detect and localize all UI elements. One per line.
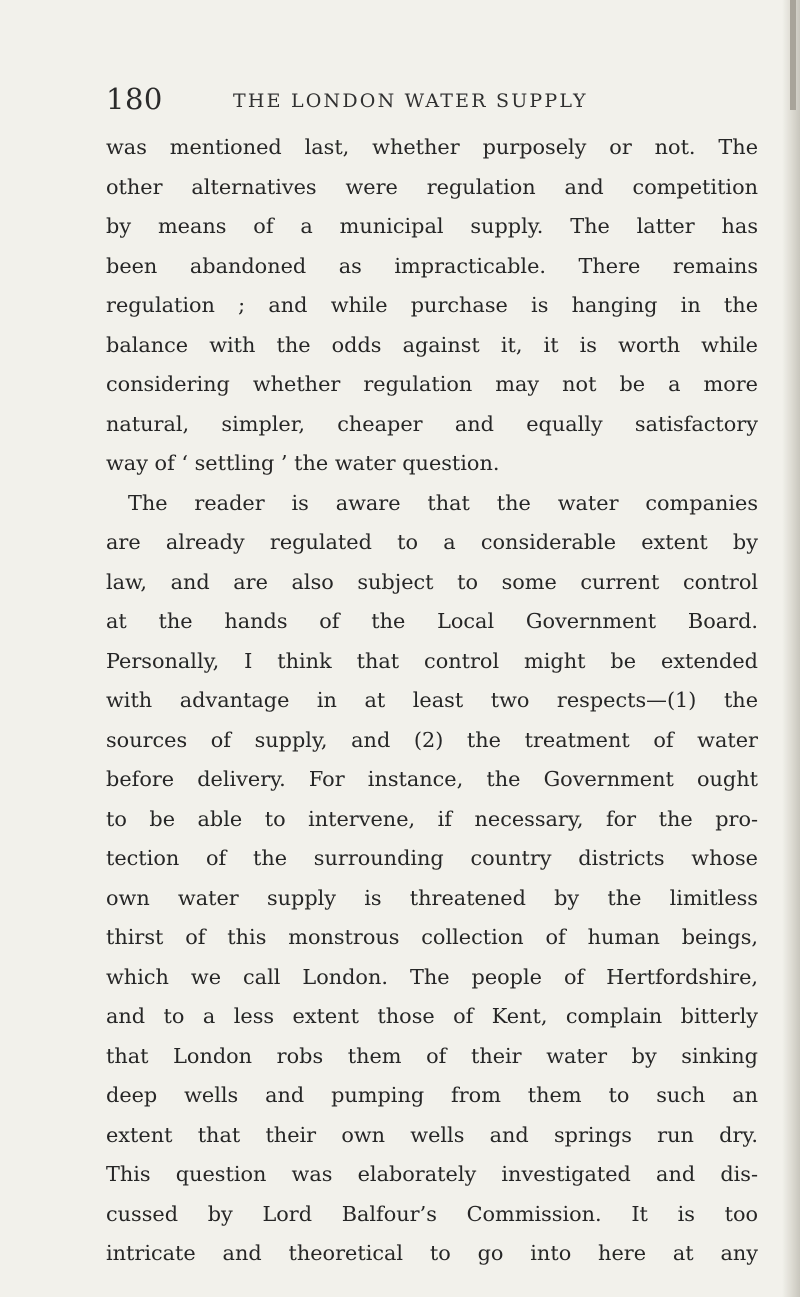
text-line: natural, simpler, cheaper and equally satisfactory [106, 411, 758, 436]
running-title: THE LONDON WATER SUPPLY [233, 90, 588, 112]
text-line: balance with the odds against it, it is worth while [106, 332, 758, 357]
text-line: are already regulated to a considerable extent by [106, 530, 758, 554]
text-line: cussed by Lord Balfour’s Commission. It is too [106, 1201, 758, 1226]
text-line: intricate and theoretical to go into here at any [106, 1241, 758, 1265]
body-text [106, 128, 758, 1274]
text-line: thirst of this monstrous collection of human beings, [106, 925, 758, 949]
text-line: deep wells and pumping from them to such an [106, 1083, 758, 1107]
text-line: regulation ; and while purchase is hanging in the [106, 293, 758, 317]
text-line: that London robs them of their water by sinking [106, 1043, 758, 1068]
page-number: 180 [106, 82, 163, 116]
page-edge-shadow [782, 0, 800, 1297]
text-line: sources of supply, and (2) the treatment of water [106, 727, 758, 752]
text-line: law, and are also subject to some current control [106, 569, 758, 594]
text-line: other alternatives were regulation and competition [106, 174, 758, 199]
paragraph-start-line: The reader is aware that the water companies [128, 490, 758, 515]
text-line: to be able to intervene, if necessary, for the pro- [106, 806, 758, 831]
page-header [100, 82, 740, 122]
text-line: before delivery. For instance, the Government ought [106, 767, 758, 791]
text-line: with advantage in at least two respects—(1) the [106, 688, 758, 712]
text-line: and to a less extent those of Kent, complain bitterly [106, 1004, 758, 1028]
text-line: been abandoned as impracticable. There remains [106, 253, 758, 278]
text-line: considering whether regulation may not be a more [106, 372, 758, 396]
text-line: was mentioned last, whether purposely or not. The [106, 135, 758, 159]
text-line: This question was elaborately investigated and dis- [106, 1162, 758, 1186]
text-line: at the hands of the Local Government Board. [106, 609, 758, 633]
text-line: extent that their own wells and springs run dry. [106, 1122, 758, 1147]
text-line: tection of the surrounding country districts whose [106, 846, 758, 870]
text-line: way of ‘ settling ’ the water question. [106, 451, 500, 475]
text-line: own water supply is threatened by the limitless [106, 885, 758, 910]
text-line: Personally, I think that control might be extended [106, 648, 758, 673]
text-line: which we call London. The people of Hertfordshire, [106, 964, 758, 989]
text-line: by means of a municipal supply. The latter has [106, 214, 758, 238]
page-edge-mark [790, 0, 796, 110]
